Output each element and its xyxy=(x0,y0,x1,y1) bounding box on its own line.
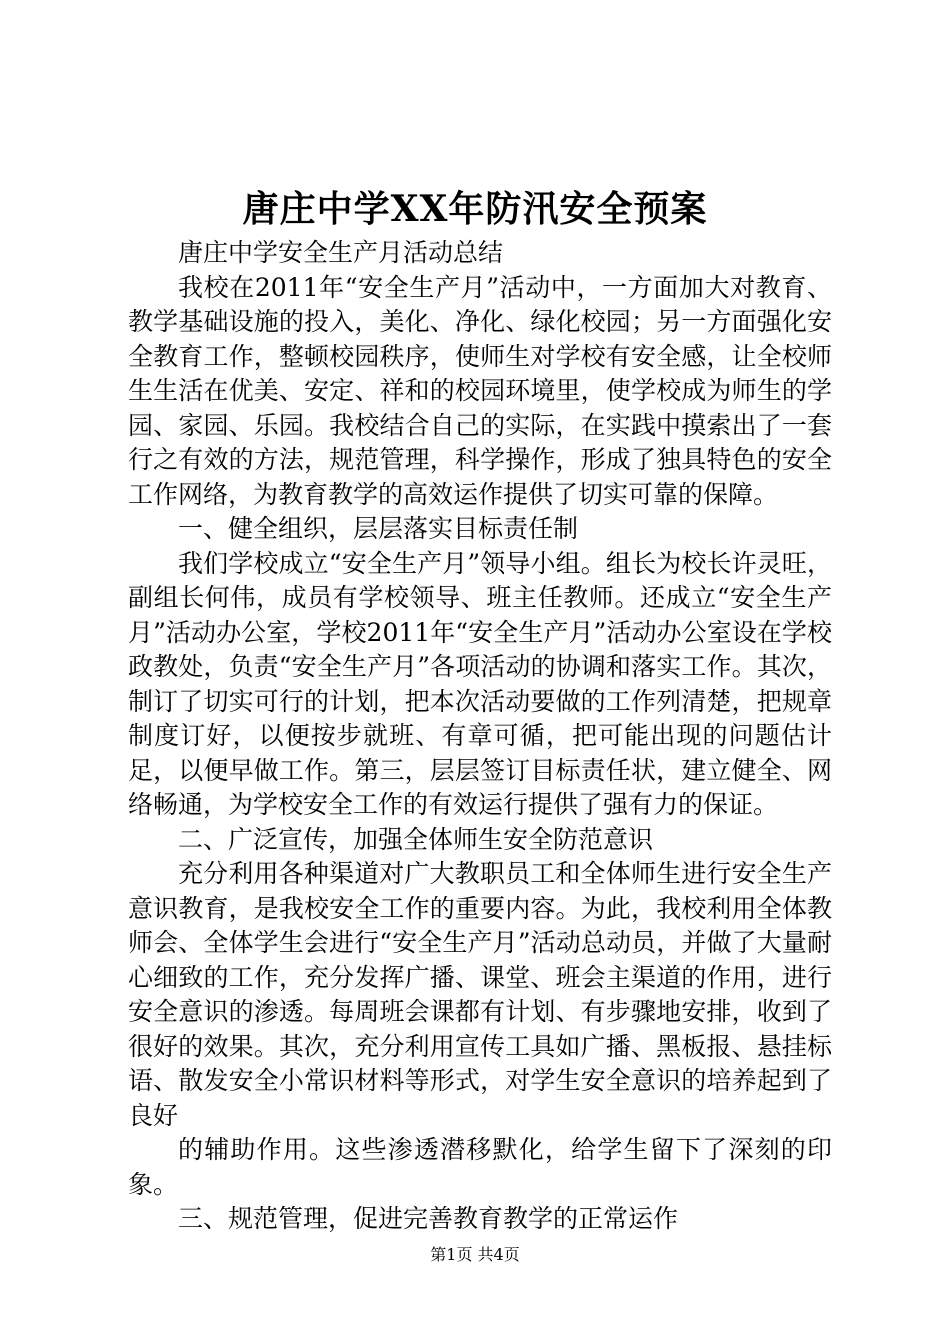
document-title: 唐庄中学XX年防汛安全预案 xyxy=(242,188,708,230)
paragraph-intro: 我校在2011年“安全生产月”活动中，一方面加大对教育、教学基础设施的投入，美化、净化、绿化校园；另一方面强化安全教育工作，整顿校园秩序，使师生对学校有安全感，让全校师生生活在优美、安定、祥和的校园环境里，使学校成为师生的学园、家园、乐园。我校结合自己的实际，在实践中摸索出了一套行之有效的方法，规范管理，科学操作，形成了独具特色的安全工作网络，为教育教学的高效运作提供了切实可靠的保障。 xyxy=(128,272,832,509)
section-heading-1: 一、健全组织，层层落实目标责任制 xyxy=(178,514,579,543)
paragraph-section-2: 充分利用各种渠道对广大教职员工和全体师生进行安全生产意识教育，是我校安全工作的重要内容。为此，我校利用全体教师会、全体学生会进行“安全生产月”活动总动员，并做了大量耐心细致的工作，充分发挥广播、课堂、班会主渠道的作用，进行安全意识的渗透。每周班会课都有计划、有步骤地安排，收到了很好的效果。其次，充分利用宣传工具如广播、黑板报、悬挂标语、散发安全小常识材料等形式，对学生安全意识的培养起到了良好 xyxy=(128,859,832,1130)
paragraph-subtitle: 唐庄中学安全生产月活动总结 xyxy=(178,238,504,267)
paragraph-section-2-continued: 的辅助作用。这些渗透潜移默化，给学生留下了深刻的印象。 xyxy=(128,1135,832,1199)
section-heading-2: 二、广泛宣传，加强全体师生安全防范意识 xyxy=(178,824,654,854)
paragraph-section-1: 我们学校成立“安全生产月”领导小组。组长为校长许灵旺，副组长何伟，成员有学校领导、班主任教师。还成立“安全生产月”活动办公室，学校2011年“安全生产月”活动办公室设在学校政教处，负责“安全生产月”各项活动的协调和落实工作。其次，制订了切实可行的计划，把本次活动要做的工作列清楚，把规章制度订好，以便按步就班、有章可循，把可能出现的问题估计足，以便早做工作。第三，层层签订目标责任状，建立健全、网络畅通，为学校安全工作的有效运行提供了强有力的保证。 xyxy=(128,548,832,819)
section-heading-3: 三、规范管理，促进完善教育教学的正常运作 xyxy=(178,1204,679,1233)
document-body xyxy=(128,236,832,1237)
page-number: 第1页 共4页 xyxy=(430,1245,520,1264)
